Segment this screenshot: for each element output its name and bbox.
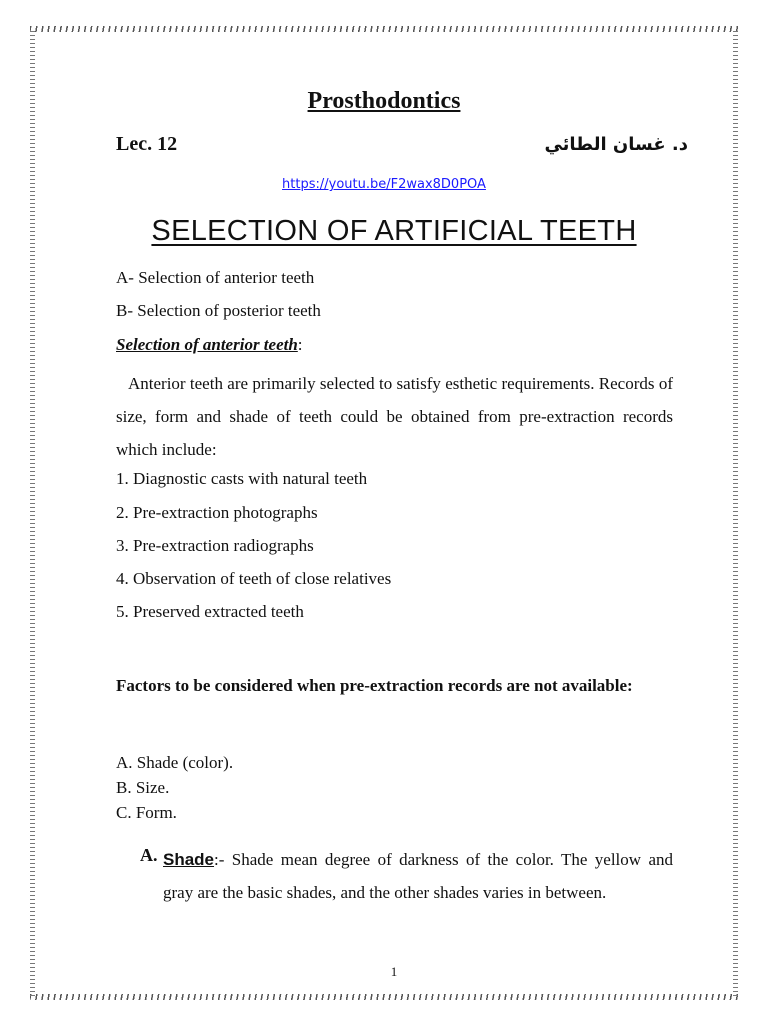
record-item: 1. Diagnostic casts with natural teeth: [116, 469, 368, 488]
record-item: 4. Observation of teeth of close relatives: [116, 569, 392, 588]
page-border-top: [30, 26, 738, 32]
anterior-subheading: [116, 335, 303, 355]
anterior-subheading-colon: :: [297, 335, 303, 354]
section-item-b: B- Selection of posterior teeth: [116, 301, 321, 320]
factors-heading: Factors to be considered when pre-extraction records are not available:: [116, 676, 633, 695]
page-number: 1: [390, 964, 398, 979]
record-item: 2. Pre-extraction photographs: [116, 503, 318, 522]
factor-item: B. Size.: [116, 778, 170, 797]
lecture-number: Lec. 12: [116, 133, 178, 155]
shade-term: Shade: [163, 850, 215, 869]
anterior-subheading-text: Selection of anterior teeth: [116, 335, 298, 354]
shade-separator: :-: [214, 850, 232, 869]
video-link[interactable]: https://youtu.be/F2wax8D0POA: [282, 177, 486, 192]
page-border-bottom: [30, 994, 738, 1000]
factor-item: A. Shade (color).: [116, 753, 234, 772]
page-border-right: [733, 30, 738, 996]
shade-text: Shade mean degree of darkness of the color. The yellow and gray are the basic shades, and the other shades varies in between.: [163, 850, 673, 902]
factor-item: C. Form.: [116, 803, 177, 822]
record-item: 5. Preserved extracted teeth: [116, 602, 304, 621]
shade-label: A.: [140, 845, 158, 865]
record-item: 3. Pre-extraction radiographs: [116, 536, 314, 555]
page-border-left: [30, 30, 35, 996]
shade-paragraph: [163, 843, 673, 909]
page-heading: SELECTION OF ARTIFICIAL TEETH: [151, 215, 637, 247]
author-name: د. غسان الطائي: [544, 134, 688, 155]
anterior-paragraph: Anterior teeth are primarily selected to satisfy esthetic requirements. Records of size, form and shade of teeth could be obtained from pre-extraction records which include:: [116, 374, 673, 459]
document-title: Prosthodontics: [307, 88, 461, 114]
section-item-a: A- Selection of anterior teeth: [116, 268, 315, 287]
